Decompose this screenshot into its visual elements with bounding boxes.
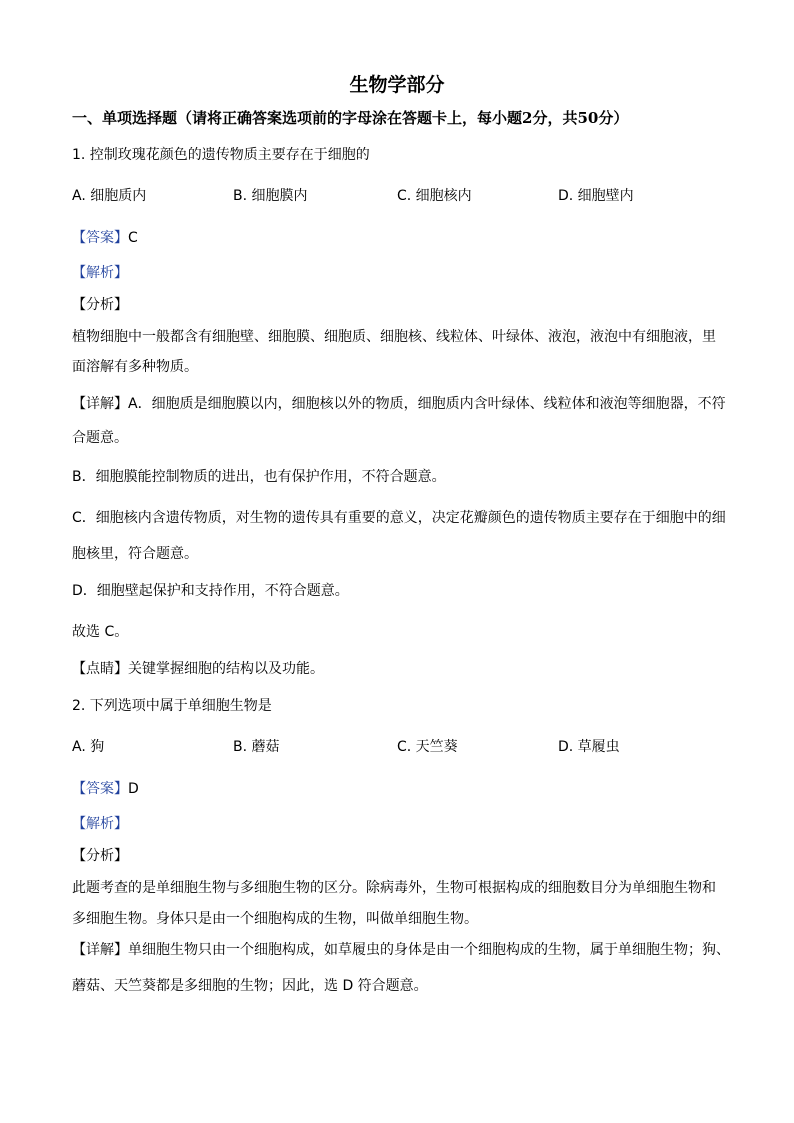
- question-1-stem: 1. 控制玫瑰花颜色的遗传物质主要存在于细胞的: [72, 147, 370, 163]
- detail-text: 单细胞生物只由一个细胞构成，如草履虫的身体是由一个细胞构成的生物，属于单细胞生物；狗、: [128, 942, 730, 958]
- question-1-fenxi-line: 面溶解有多种物质。: [72, 359, 198, 375]
- question-1-fenxi-line: 植物细胞中一般都含有细胞壁、细胞膜、细胞质、细胞核、线粒体、叶绿体、液泡，液泡中有细胞液，里: [72, 329, 716, 345]
- answer-tag: 【答案】: [72, 230, 128, 246]
- question-1-analysis-tag: [72, 263, 724, 283]
- analysis-tag: 【解析】: [72, 265, 128, 281]
- answer-tag: 【答案】: [72, 781, 128, 797]
- section-heading: 一、单项选择题（请将正确答案选项前的字母涂在答题卡上，每小题2分，共50分）: [72, 109, 629, 127]
- question-1-detail-line: 胞核里，符合题意。: [72, 546, 198, 562]
- question-1-tip: [72, 659, 724, 679]
- question-1-option-d: D. 细胞壁内: [558, 188, 634, 204]
- detail-text: A．细胞质是细胞膜以内，细胞核以外的物质，细胞质内含叶绿体、线粒体和液泡等细胞器，不符: [128, 396, 726, 412]
- detail-tag: 【详解】: [72, 396, 128, 412]
- question-2-option-d: D. 草履虫: [558, 739, 620, 755]
- question-1-fenxi-tag: 【分析】: [72, 297, 128, 313]
- question-2-fenxi-tag: 【分析】: [72, 848, 128, 864]
- question-2-option-a: A. 狗: [72, 739, 105, 755]
- question-2-stem: 2. 下列选项中属于单细胞生物是: [72, 698, 272, 714]
- question-2-option-b: B. 蘑菇: [233, 739, 280, 755]
- question-1-answer: [72, 228, 724, 248]
- question-1-option-b: B. 细胞膜内: [233, 188, 308, 204]
- question-1-option-c: C. 细胞核内: [397, 188, 472, 204]
- answer-value: D: [128, 781, 139, 797]
- tip-tag: 【点睛】: [72, 661, 128, 677]
- page-title: 生物学部分: [349, 74, 445, 96]
- tip-text: 关键掌握细胞的结构以及功能。: [128, 661, 324, 677]
- question-1-conclusion: 故选 C。: [72, 624, 129, 640]
- detail-tag: 【详解】: [72, 942, 128, 958]
- question-1-detail-line: 合题意。: [72, 430, 128, 446]
- question-2-answer: [72, 779, 724, 799]
- question-2-option-c: C. 天竺葵: [397, 739, 458, 755]
- question-1-option-a: A. 细胞质内: [72, 188, 147, 204]
- question-1-detail-line: D．细胞壁起保护和支持作用，不符合题意。: [72, 583, 349, 599]
- question-2-fenxi-line: 多细胞生物。身体只是由一个细胞构成的生物，叫做单细胞生物。: [72, 911, 478, 927]
- question-2-analysis-tag: [72, 814, 724, 834]
- question-1-detail-line: B．细胞膜能控制物质的进出，也有保护作用，不符合题意。: [72, 469, 446, 485]
- analysis-tag: 【解析】: [72, 816, 128, 832]
- question-2-detail-line: 蘑菇、天竺葵都是多细胞的生物；因此，选 D 符合题意。: [72, 978, 428, 994]
- question-1-detail: [72, 394, 724, 414]
- question-2-detail: [72, 940, 730, 960]
- question-1-detail-line: C．细胞核内含遗传物质，对生物的遗传具有重要的意义，决定花瓣颜色的遗传物质主要存在于细胞中的细: [72, 510, 726, 526]
- question-2-fenxi-line: 此题考查的是单细胞生物与多细胞生物的区分。除病毒外，生物可根据构成的细胞数目分为单细胞生物和: [72, 880, 716, 896]
- answer-value: C: [128, 230, 138, 246]
